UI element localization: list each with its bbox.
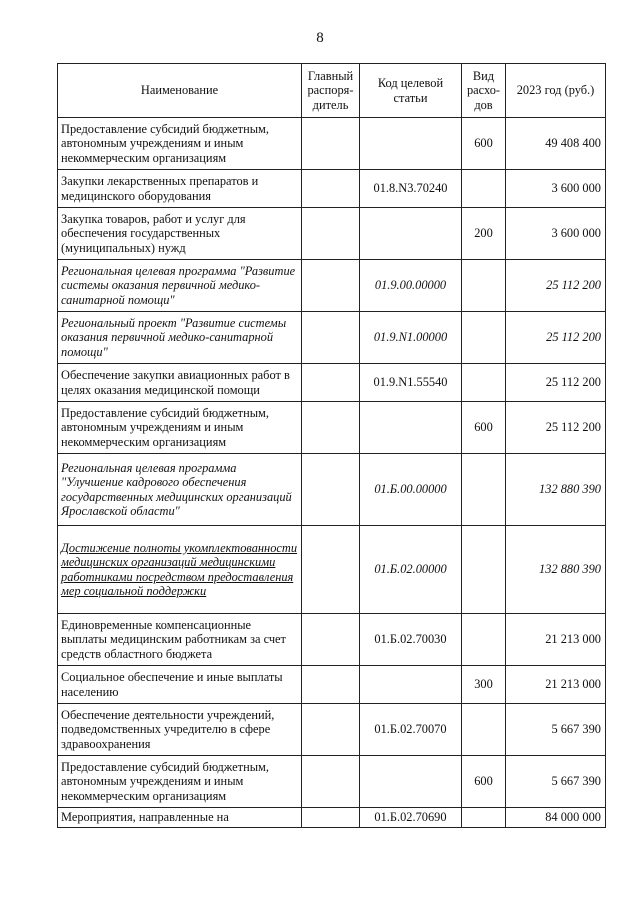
cell-vid: 600 [462,118,506,170]
cell-manager [302,666,360,704]
cell-amount: 132 880 390 [506,526,606,614]
budget-table [57,63,606,828]
cell-manager [302,312,360,364]
cell-code: 01.9.00.00000 [360,260,462,312]
table-row [58,704,606,756]
cell-amount: 132 880 390 [506,454,606,526]
table-row [58,260,606,312]
cell-name: Предоставление субсидий бюджетным, автономным учреждениям и иным некоммерческим организациям [58,402,302,454]
cell-vid: 600 [462,402,506,454]
cell-manager [302,614,360,666]
cell-manager [302,208,360,260]
cell-manager [302,454,360,526]
table-row [58,208,606,260]
cell-amount: 25 112 200 [506,260,606,312]
cell-code: 01.Б.00.00000 [360,454,462,526]
cell-name: Достижение полноты укомплектованности медицинских организаций медицинскими работниками посредством предоставления мер социальной поддержки [58,526,302,614]
cell-vid [462,364,506,402]
header-name: Наименование [58,64,302,118]
header-code: Код целевой статьи [360,64,462,118]
cell-code [360,402,462,454]
cell-manager [302,704,360,756]
table-row [58,526,606,614]
cell-name: Предоставление субсидий бюджетным, автономным учреждениям и иным некоммерческим организациям [58,756,302,808]
cell-code [360,118,462,170]
cell-name: Региональный проект "Развитие системы оказания первичной медико-санитарной помощи" [58,312,302,364]
table-row [58,666,606,704]
cell-code: 01.Б.02.70030 [360,614,462,666]
cell-vid [462,170,506,208]
cell-manager [302,170,360,208]
table-row [58,454,606,526]
cell-vid [462,454,506,526]
cell-name: Закупки лекарственных препаратов и медицинского оборудования [58,170,302,208]
cell-name: Социальное обеспечение и иные выплаты населению [58,666,302,704]
cell-manager [302,402,360,454]
cell-name: Закупка товаров, работ и услуг для обеспечения государственных (муниципальных) нужд [58,208,302,260]
table-row [58,402,606,454]
cell-amount: 21 213 000 [506,614,606,666]
cell-code [360,666,462,704]
cell-code: 01.Б.02.00000 [360,526,462,614]
cell-code: 01.8.N3.70240 [360,170,462,208]
cell-manager [302,118,360,170]
cell-amount: 84 000 000 [506,808,606,828]
cell-manager [302,526,360,614]
cell-amount: 21 213 000 [506,666,606,704]
cell-name: Мероприятия, направленные на [58,808,302,828]
cell-amount: 5 667 390 [506,756,606,808]
cell-manager [302,260,360,312]
header-manager: Главный распоря-дитель [302,64,360,118]
cell-manager [302,364,360,402]
cell-amount: 25 112 200 [506,312,606,364]
table-header-row [58,64,606,118]
cell-vid: 200 [462,208,506,260]
cell-name: Региональная целевая программа "Развитие системы оказания первичной медико-санитарной помощи" [58,260,302,312]
table-row [58,364,606,402]
cell-code: 01.9.N1.00000 [360,312,462,364]
cell-vid [462,614,506,666]
cell-code: 01.Б.02.70690 [360,808,462,828]
cell-name: Предоставление субсидий бюджетным, автономным учреждениям и иным некоммерческим организациям [58,118,302,170]
cell-manager [302,808,360,828]
cell-vid [462,808,506,828]
cell-vid [462,526,506,614]
cell-amount: 3 600 000 [506,170,606,208]
cell-vid [462,260,506,312]
cell-amount: 5 667 390 [506,704,606,756]
table-row [58,312,606,364]
cell-vid [462,312,506,364]
cell-name: Региональная целевая программа "Улучшение кадрового обеспечения государственных медицинских организаций Ярославской области" [58,454,302,526]
header-vid: Вид расхо-дов [462,64,506,118]
cell-name: Обеспечение закупки авиационных работ в целях оказания медицинской помощи [58,364,302,402]
table-row [58,808,606,828]
page-number: 8 [316,30,324,46]
cell-amount: 3 600 000 [506,208,606,260]
table-row [58,170,606,208]
cell-code: 01.9.N1.55540 [360,364,462,402]
cell-amount: 25 112 200 [506,364,606,402]
cell-vid: 600 [462,756,506,808]
cell-manager [302,756,360,808]
cell-vid [462,704,506,756]
table-row [58,118,606,170]
table-row [58,756,606,808]
cell-code [360,208,462,260]
cell-code: 01.Б.02.70070 [360,704,462,756]
cell-amount: 49 408 400 [506,118,606,170]
cell-amount: 25 112 200 [506,402,606,454]
cell-vid: 300 [462,666,506,704]
cell-code [360,756,462,808]
cell-name: Единовременные компенсационные выплаты медицинским работникам за счет средств областного бюджета [58,614,302,666]
cell-name: Обеспечение деятельности учреждений, подведомственных учредителю в сфере здравоохранения [58,704,302,756]
header-amount: 2023 год (руб.) [506,64,606,118]
table-row [58,614,606,666]
table-body [58,118,606,828]
